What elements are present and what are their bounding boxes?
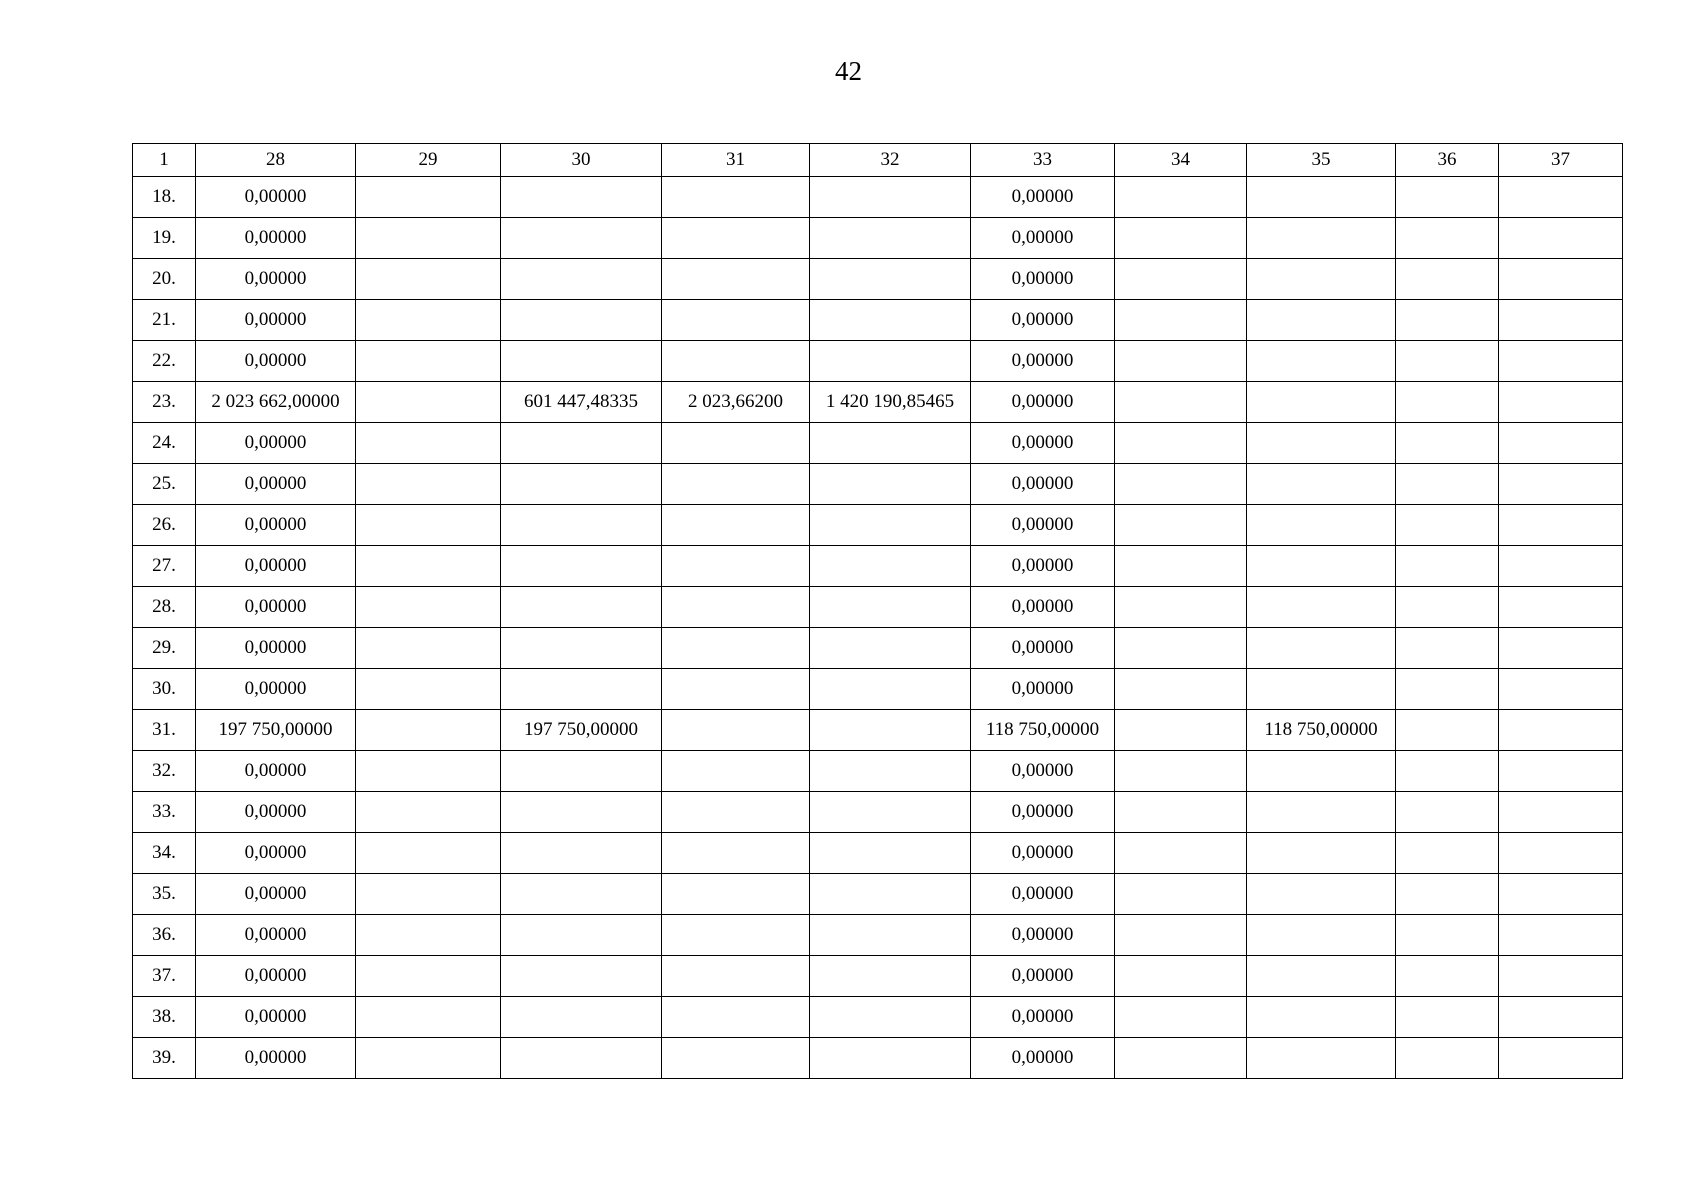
table-cell bbox=[1115, 259, 1247, 300]
table-row bbox=[133, 218, 1623, 259]
row-number-cell: 22. bbox=[133, 341, 196, 382]
table-cell bbox=[501, 259, 662, 300]
row-number-cell: 39. bbox=[133, 1038, 196, 1079]
table-row bbox=[133, 546, 1623, 587]
row-number-cell: 36. bbox=[133, 915, 196, 956]
table-cell bbox=[1499, 382, 1623, 423]
table-cell bbox=[1115, 382, 1247, 423]
row-number-cell: 31. bbox=[133, 710, 196, 751]
table-cell bbox=[1396, 505, 1499, 546]
table-cell: 0,00000 bbox=[196, 259, 356, 300]
table-cell bbox=[501, 956, 662, 997]
table-cell: 2 023 662,00000 bbox=[196, 382, 356, 423]
table-cell bbox=[501, 218, 662, 259]
row-number-cell: 29. bbox=[133, 628, 196, 669]
row-number-cell: 37. bbox=[133, 956, 196, 997]
table-cell bbox=[1499, 587, 1623, 628]
table-cell bbox=[1499, 505, 1623, 546]
row-number-cell: 33. bbox=[133, 792, 196, 833]
table-cell: 0,00000 bbox=[971, 915, 1115, 956]
table-cell bbox=[1499, 792, 1623, 833]
table-row bbox=[133, 956, 1623, 997]
table-cell bbox=[1396, 464, 1499, 505]
table-cell bbox=[1247, 792, 1396, 833]
table-cell bbox=[1115, 464, 1247, 505]
table-cell bbox=[1396, 177, 1499, 218]
table-cell bbox=[662, 1038, 810, 1079]
table-cell bbox=[1396, 833, 1499, 874]
table-cell bbox=[1396, 792, 1499, 833]
column-header-8: 35 bbox=[1247, 144, 1396, 177]
table-cell: 0,00000 bbox=[971, 423, 1115, 464]
table-cell: 2 023,66200 bbox=[662, 382, 810, 423]
table-cell bbox=[356, 505, 501, 546]
table-cell: 0,00000 bbox=[971, 546, 1115, 587]
table-cell bbox=[1115, 300, 1247, 341]
table-cell bbox=[1396, 423, 1499, 464]
table-cell bbox=[1115, 587, 1247, 628]
table-cell bbox=[1247, 300, 1396, 341]
table-cell: 0,00000 bbox=[971, 382, 1115, 423]
table-row bbox=[133, 464, 1623, 505]
table-cell bbox=[1115, 792, 1247, 833]
table-cell bbox=[1396, 218, 1499, 259]
table-cell: 0,00000 bbox=[971, 177, 1115, 218]
header-row bbox=[133, 144, 1623, 177]
table-cell bbox=[1499, 1038, 1623, 1079]
table-cell bbox=[810, 423, 971, 464]
table-cell bbox=[356, 956, 501, 997]
table-cell bbox=[662, 177, 810, 218]
table-cell bbox=[1499, 423, 1623, 464]
table-cell bbox=[1499, 874, 1623, 915]
table-cell bbox=[1247, 505, 1396, 546]
table-cell bbox=[356, 997, 501, 1038]
row-number-cell: 20. bbox=[133, 259, 196, 300]
table-cell bbox=[1396, 1038, 1499, 1079]
table-cell bbox=[810, 956, 971, 997]
table-cell bbox=[1499, 218, 1623, 259]
table-cell bbox=[501, 300, 662, 341]
table-cell bbox=[356, 751, 501, 792]
table-cell bbox=[1396, 710, 1499, 751]
table-cell bbox=[662, 669, 810, 710]
table-cell bbox=[356, 300, 501, 341]
column-header-1: 28 bbox=[196, 144, 356, 177]
table-cell bbox=[1115, 669, 1247, 710]
table-cell bbox=[1499, 669, 1623, 710]
table-cell: 0,00000 bbox=[196, 751, 356, 792]
table-cell bbox=[810, 218, 971, 259]
table-cell bbox=[1396, 628, 1499, 669]
table-cell bbox=[1396, 300, 1499, 341]
row-number-cell: 32. bbox=[133, 751, 196, 792]
table-row bbox=[133, 587, 1623, 628]
table-cell bbox=[501, 464, 662, 505]
table-cell bbox=[356, 382, 501, 423]
table-cell bbox=[356, 464, 501, 505]
table-cell bbox=[810, 628, 971, 669]
data-table bbox=[132, 143, 1623, 1079]
table-cell bbox=[662, 915, 810, 956]
table-cell bbox=[1396, 997, 1499, 1038]
table-cell bbox=[1499, 546, 1623, 587]
table-cell bbox=[1115, 218, 1247, 259]
table-cell: 118 750,00000 bbox=[971, 710, 1115, 751]
table-cell: 0,00000 bbox=[196, 628, 356, 669]
table-cell: 0,00000 bbox=[971, 669, 1115, 710]
table-cell bbox=[501, 997, 662, 1038]
table-cell bbox=[1247, 423, 1396, 464]
table-cell: 0,00000 bbox=[971, 1038, 1115, 1079]
table-cell bbox=[356, 792, 501, 833]
table-cell: 0,00000 bbox=[196, 464, 356, 505]
table-cell bbox=[1499, 833, 1623, 874]
table-cell bbox=[662, 300, 810, 341]
table-cell: 0,00000 bbox=[196, 792, 356, 833]
table-cell bbox=[1396, 669, 1499, 710]
table-cell: 0,00000 bbox=[196, 874, 356, 915]
table-cell: 0,00000 bbox=[971, 628, 1115, 669]
table-row bbox=[133, 628, 1623, 669]
table-cell: 0,00000 bbox=[971, 833, 1115, 874]
table-row bbox=[133, 505, 1623, 546]
table-cell bbox=[662, 710, 810, 751]
row-number-cell: 18. bbox=[133, 177, 196, 218]
table-cell bbox=[1247, 259, 1396, 300]
row-number-cell: 30. bbox=[133, 669, 196, 710]
table-cell bbox=[501, 423, 662, 464]
table-cell bbox=[501, 546, 662, 587]
table-cell bbox=[1396, 956, 1499, 997]
table-row bbox=[133, 833, 1623, 874]
table-cell bbox=[501, 874, 662, 915]
table-cell bbox=[662, 751, 810, 792]
table-cell bbox=[662, 997, 810, 1038]
table-cell bbox=[1247, 464, 1396, 505]
table-row bbox=[133, 997, 1623, 1038]
table-cell bbox=[810, 915, 971, 956]
table-cell bbox=[1247, 628, 1396, 669]
table-cell bbox=[1396, 546, 1499, 587]
table-row bbox=[133, 915, 1623, 956]
table-cell bbox=[1247, 218, 1396, 259]
table-cell bbox=[501, 751, 662, 792]
table-cell bbox=[1247, 546, 1396, 587]
table-cell bbox=[810, 1038, 971, 1079]
table-cell bbox=[1499, 259, 1623, 300]
table-cell bbox=[1115, 874, 1247, 915]
table-cell bbox=[662, 833, 810, 874]
table-cell: 0,00000 bbox=[196, 218, 356, 259]
table-cell bbox=[1396, 915, 1499, 956]
table-row bbox=[133, 710, 1623, 751]
table-cell bbox=[1247, 382, 1396, 423]
table-cell: 0,00000 bbox=[196, 997, 356, 1038]
table-cell bbox=[356, 259, 501, 300]
table-cell bbox=[501, 915, 662, 956]
table-cell bbox=[1499, 915, 1623, 956]
table-cell bbox=[1499, 751, 1623, 792]
table-row bbox=[133, 669, 1623, 710]
table-cell bbox=[662, 874, 810, 915]
table-cell bbox=[662, 423, 810, 464]
column-header-0: 1 bbox=[133, 144, 196, 177]
table-cell bbox=[356, 218, 501, 259]
table-cell: 0,00000 bbox=[196, 423, 356, 464]
table-cell bbox=[356, 915, 501, 956]
table-cell: 0,00000 bbox=[196, 546, 356, 587]
page-number: 42 bbox=[835, 56, 862, 86]
table-cell bbox=[810, 587, 971, 628]
table-cell bbox=[1247, 669, 1396, 710]
table-cell bbox=[810, 177, 971, 218]
table-cell bbox=[1499, 997, 1623, 1038]
column-header-10: 37 bbox=[1499, 144, 1623, 177]
table-cell: 0,00000 bbox=[971, 464, 1115, 505]
table-row bbox=[133, 423, 1623, 464]
table-cell bbox=[1247, 341, 1396, 382]
table-cell bbox=[1115, 505, 1247, 546]
table-row bbox=[133, 341, 1623, 382]
table-cell bbox=[501, 628, 662, 669]
table-cell: 0,00000 bbox=[196, 915, 356, 956]
table-cell bbox=[1247, 997, 1396, 1038]
table-cell: 0,00000 bbox=[971, 505, 1115, 546]
table-cell bbox=[1115, 833, 1247, 874]
table-cell bbox=[1115, 628, 1247, 669]
table-row bbox=[133, 1038, 1623, 1079]
column-header-2: 29 bbox=[356, 144, 501, 177]
table-cell: 0,00000 bbox=[196, 341, 356, 382]
row-number-cell: 38. bbox=[133, 997, 196, 1038]
table-cell bbox=[810, 259, 971, 300]
row-number-cell: 21. bbox=[133, 300, 196, 341]
table-cell bbox=[1247, 915, 1396, 956]
row-number-cell: 19. bbox=[133, 218, 196, 259]
table-cell: 0,00000 bbox=[971, 997, 1115, 1038]
table-cell bbox=[662, 218, 810, 259]
table-cell bbox=[1115, 997, 1247, 1038]
table-cell bbox=[1247, 1038, 1396, 1079]
table-cell: 0,00000 bbox=[971, 259, 1115, 300]
table-cell: 0,00000 bbox=[971, 751, 1115, 792]
table-row bbox=[133, 874, 1623, 915]
table-cell bbox=[1115, 341, 1247, 382]
column-header-3: 30 bbox=[501, 144, 662, 177]
table-cell bbox=[1115, 1038, 1247, 1079]
table-body bbox=[133, 177, 1623, 1079]
table-cell bbox=[1396, 874, 1499, 915]
table-cell: 0,00000 bbox=[971, 341, 1115, 382]
table-cell: 601 447,48335 bbox=[501, 382, 662, 423]
table-cell bbox=[1115, 546, 1247, 587]
table-cell bbox=[501, 792, 662, 833]
table-row bbox=[133, 751, 1623, 792]
row-number-cell: 24. bbox=[133, 423, 196, 464]
table-cell bbox=[356, 833, 501, 874]
table-cell bbox=[356, 1038, 501, 1079]
row-number-cell: 25. bbox=[133, 464, 196, 505]
table-row bbox=[133, 300, 1623, 341]
table-cell bbox=[1499, 177, 1623, 218]
table-cell: 0,00000 bbox=[196, 300, 356, 341]
table-cell bbox=[356, 587, 501, 628]
table-cell bbox=[501, 341, 662, 382]
table-cell: 0,00000 bbox=[196, 505, 356, 546]
row-number-cell: 23. bbox=[133, 382, 196, 423]
table-cell bbox=[356, 710, 501, 751]
table-cell bbox=[1499, 464, 1623, 505]
table-cell: 0,00000 bbox=[971, 874, 1115, 915]
table-cell: 0,00000 bbox=[196, 587, 356, 628]
data-table-container bbox=[132, 143, 1622, 1079]
row-number-cell: 34. bbox=[133, 833, 196, 874]
table-cell bbox=[1396, 341, 1499, 382]
table-cell bbox=[1115, 177, 1247, 218]
table-cell bbox=[810, 792, 971, 833]
table-cell bbox=[810, 464, 971, 505]
table-cell: 197 750,00000 bbox=[501, 710, 662, 751]
table-cell bbox=[356, 669, 501, 710]
table-cell bbox=[1247, 751, 1396, 792]
table-row bbox=[133, 382, 1623, 423]
table-cell: 0,00000 bbox=[971, 956, 1115, 997]
table-cell bbox=[810, 669, 971, 710]
row-number-cell: 26. bbox=[133, 505, 196, 546]
table-cell bbox=[1247, 874, 1396, 915]
table-cell bbox=[662, 587, 810, 628]
table-cell bbox=[356, 874, 501, 915]
column-header-4: 31 bbox=[662, 144, 810, 177]
table-cell bbox=[810, 300, 971, 341]
table-cell bbox=[1115, 710, 1247, 751]
table-cell: 0,00000 bbox=[971, 218, 1115, 259]
table-cell bbox=[501, 177, 662, 218]
table-cell: 0,00000 bbox=[196, 956, 356, 997]
table-cell bbox=[662, 546, 810, 587]
table-cell bbox=[501, 833, 662, 874]
table-cell: 118 750,00000 bbox=[1247, 710, 1396, 751]
table-row bbox=[133, 792, 1623, 833]
table-cell bbox=[1247, 833, 1396, 874]
row-number-cell: 27. bbox=[133, 546, 196, 587]
table-cell bbox=[501, 505, 662, 546]
table-cell bbox=[1499, 300, 1623, 341]
table-cell bbox=[1396, 587, 1499, 628]
table-cell bbox=[810, 505, 971, 546]
row-number-cell: 35. bbox=[133, 874, 196, 915]
table-cell bbox=[1115, 423, 1247, 464]
table-cell: 0,00000 bbox=[971, 300, 1115, 341]
table-cell bbox=[356, 628, 501, 669]
table-cell bbox=[356, 177, 501, 218]
table-cell bbox=[662, 505, 810, 546]
table-cell bbox=[1115, 915, 1247, 956]
column-header-5: 32 bbox=[810, 144, 971, 177]
column-header-6: 33 bbox=[971, 144, 1115, 177]
table-row bbox=[133, 259, 1623, 300]
table-cell bbox=[1396, 751, 1499, 792]
table-cell: 0,00000 bbox=[196, 177, 356, 218]
table-cell bbox=[662, 956, 810, 997]
table-cell bbox=[1396, 259, 1499, 300]
table-cell: 0,00000 bbox=[971, 587, 1115, 628]
table-cell: 1 420 190,85465 bbox=[810, 382, 971, 423]
table-row bbox=[133, 177, 1623, 218]
row-number-cell: 28. bbox=[133, 587, 196, 628]
table-cell bbox=[1247, 956, 1396, 997]
table-cell: 0,00000 bbox=[196, 669, 356, 710]
table-cell bbox=[1499, 710, 1623, 751]
table-cell bbox=[810, 874, 971, 915]
table-cell bbox=[501, 587, 662, 628]
table-cell bbox=[810, 751, 971, 792]
column-header-9: 36 bbox=[1396, 144, 1499, 177]
table-cell bbox=[810, 341, 971, 382]
table-cell bbox=[1499, 956, 1623, 997]
table-cell bbox=[356, 341, 501, 382]
table-cell bbox=[501, 1038, 662, 1079]
table-cell bbox=[1247, 587, 1396, 628]
table-cell bbox=[1115, 956, 1247, 997]
table-cell: 197 750,00000 bbox=[196, 710, 356, 751]
table-cell bbox=[1499, 341, 1623, 382]
table-cell bbox=[662, 341, 810, 382]
table-cell bbox=[662, 259, 810, 300]
table-cell bbox=[1396, 382, 1499, 423]
table-cell bbox=[356, 546, 501, 587]
table-cell: 0,00000 bbox=[196, 833, 356, 874]
table-cell bbox=[810, 710, 971, 751]
table-header bbox=[133, 144, 1623, 177]
column-header-7: 34 bbox=[1115, 144, 1247, 177]
table-cell: 0,00000 bbox=[196, 1038, 356, 1079]
table-cell bbox=[810, 997, 971, 1038]
table-cell bbox=[356, 423, 501, 464]
table-cell bbox=[810, 546, 971, 587]
table-cell bbox=[662, 792, 810, 833]
table-cell bbox=[810, 833, 971, 874]
table-cell: 0,00000 bbox=[971, 792, 1115, 833]
table-cell bbox=[1499, 628, 1623, 669]
table-cell bbox=[1247, 177, 1396, 218]
table-cell bbox=[662, 464, 810, 505]
table-cell bbox=[662, 628, 810, 669]
table-cell bbox=[501, 669, 662, 710]
table-cell bbox=[1115, 751, 1247, 792]
